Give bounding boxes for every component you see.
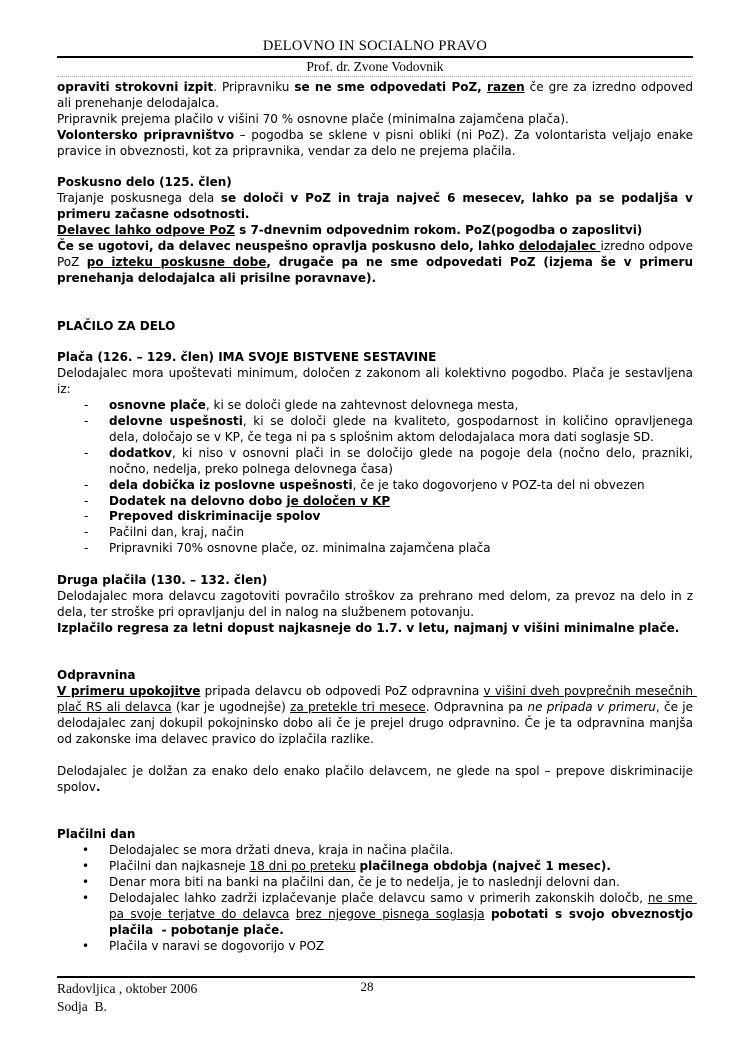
text-segment: Plača (126. – 129. člen) IMA SVOJE BISTVENE SESTAVINE [57,350,437,365]
text-segment: Če se ugotovi, da delavec neuspešno opravlja poskusno delo, lahko [57,239,519,254]
text-segment: Plačila v naravi se dogovorijo v POZ [109,938,325,953]
document-author: Prof. dr. Zvone Vodovnik [306,59,444,74]
dash-list-item [57,413,697,446]
paragraph [57,223,693,239]
text-segment: osnovne plače [109,398,206,413]
blank-line [57,287,693,303]
text-segment: Volontersko pripravništvo [57,127,235,142]
text-segment: Pripravniki 70% osnovne plače, oz. minimalna zajamčena plača [109,541,491,556]
text-segment: Dodatek na delovno dobo [109,493,287,508]
text-segment: se ne sme odpovedati PoZ, [294,80,488,94]
text-segment: . [96,779,101,794]
text-segment: pripada delavcu ob odpovedi PoZ odpravnina [200,684,484,699]
bullet-list-item [57,859,693,875]
text-segment: se določi v PoZ in traja največ 6 mesecev, lahko pa se podaljša v primeru začasne odsotnosti. [57,191,698,222]
text-segment: je določen v KP [286,493,391,508]
dash-list-item [57,541,693,557]
text-segment: Denar mora biti na banki na plačilni dan, če je to nedelja, je to naslednji delovni dan. [109,875,620,890]
footer-place-date: Radovljica , oktober 2006 [57,981,198,996]
text-segment: 18 dni po preteku [249,859,356,874]
text-segment: v višini dveh povprečnih mesečnih plač RS ali delavca [57,684,697,715]
blank-line [57,303,693,319]
text-segment: Delodajalec lahko zadrži izplačevanje plače delavcu samo v primerih zakonskih določb, [109,891,648,906]
text-segment: s 7-dnevnim odpovednim rokom. PoZ(pogodba o zaposlitvi) [234,223,643,238]
text-segment: izredno odpove PoZ [57,239,697,269]
text-segment: , ki se določi glede na zahtevnost delovnega mesta, [205,398,519,413]
document-body [57,80,698,955]
text-segment: Poskusno delo (125. člen) [57,175,232,190]
paragraph [57,684,697,748]
dash-list-item [57,525,693,541]
document-content [57,36,698,955]
dash-list-item [57,509,693,525]
text-segment: – pogodba se sklene v pisni obliki (ni PoZ). Za volontarista veljajo enake pravice in obveznosti, kot za pripravnika, vendar za delo ne prejema plačila. [57,127,697,158]
text-segment: , če je delodajalec zanj dokupil pokojninsko dobo ali če je prejel drugo odpravnino. Če je ta odpravnina manjša od zakonske ima delavec pravico do izplačila razlike. [57,700,697,747]
section-heading [57,827,693,843]
section-heading [57,350,693,366]
text-segment: brez njegove pisnega soglasja [295,906,485,921]
document-footer [57,976,695,1016]
text-segment: za pretekle tri mesece [290,700,426,715]
text-segment: Plačilni dan najkasneje [109,859,250,874]
dash-list-item [57,478,693,494]
blank-line [57,796,693,812]
text-segment: Izplačilo regresa za letni dopust najkasneje do 1.7. v letu, najmanj v višini minimalne plače. [57,620,680,635]
paragraph [57,127,697,160]
bullet-list-item [57,875,693,891]
text-segment: dela dobička iz poslovne uspešnosti [109,477,353,492]
footer-line [57,980,695,998]
footer-signature: Sodja B. [57,999,107,1014]
text-segment: Delodajalec mora delavcu zagotoviti povračilo stroškov za prehrano med delom, za prevoz na delo in z dela, ter stroške pri opravljanju del in nalog na službenem potovanju. [57,588,697,619]
text-segment: PLAČILO ZA DELO [57,318,176,333]
bullet-list-item [57,891,698,939]
header-dotted-rule [57,76,693,77]
bullet-list-item [57,843,693,859]
text-segment: (kar je ugodnejše) [171,700,291,715]
section-heading [57,573,693,589]
text-segment: Pripravnik prejema plačilo v višini 70 % osnovne plače (minimalna zajamčena plača). [57,111,569,126]
dash-list-item [57,445,697,478]
text-segment: Pačilni dan, kraj, način [109,525,244,540]
text-segment: Trajanje poskusnega dela [57,191,221,206]
text-segment: Delodajalec se mora držati dneva, kraja in načina plačila. [109,843,454,858]
text-segment: Delodajalec je dolžan za enako delo enako plačilo delavcem, ne glede na spol – prepove diskriminacije spolov [57,763,697,794]
section-heading [57,319,693,335]
paragraph [57,763,697,796]
text-segment: Odpravnina [57,668,136,683]
text-segment: če gre za izredno odpoved ali prenehanje delodajalca. [57,80,697,110]
text-segment: Prepoved diskriminacije spolov [109,509,321,524]
text-segment: , drugače pa ne sme odpovedati PoZ (izjema še v primeru prenehanja delodajalca ali prisilne poravnave). [57,254,698,285]
text-segment: razen [487,80,525,94]
document-header [57,36,693,77]
paragraph [57,239,698,287]
text-segment: po izteku poskusne dobe [86,254,267,269]
blank-line [57,160,693,176]
paragraph [57,588,697,621]
text-segment: ne sme pa svoje terjatve do delavca [109,891,697,921]
paragraph [57,366,697,398]
text-segment: ne pripada v primeru [527,700,656,715]
text-segment: , ki niso v osnovni plači in se določijo glede na pogoje dela (nočno delo, prazniki, nočno, nedelja, preko polnega delovnega časa) [109,445,697,476]
document-title: DELOVNO IN SOCIALNO PRAVO [262,38,488,54]
dash-list-item [57,494,693,510]
text-segment: opraviti strokovni izpit [57,80,214,94]
text-segment: Delodajalec mora upoštevati minimum, določen z zakonom ali kolektivno pogodbo. Plača je sestavljena iz: [57,366,697,397]
blank-line [57,334,693,350]
text-segment: Plačilni dan [57,827,136,842]
dash-list-item [57,398,693,414]
text-segment: plačilnega obdobja (največ 1 mesec). [359,859,611,874]
text-segment: . Pripravniku [213,80,295,94]
text-segment: . Odpravnina pa [425,700,528,715]
text-segment: , če je tako dogovorjeno v POZ-ta del ni obvezen [352,477,645,492]
blank-line [57,557,693,573]
text-segment: Druga plačila (130. – 132. člen) [57,573,268,588]
paragraph [57,191,698,223]
page-number: 28 [360,979,374,994]
text-segment: delovne uspešnosti [109,413,243,428]
blank-line [57,748,693,764]
blank-line [57,812,693,828]
section-heading [57,175,693,191]
blank-line [57,637,693,653]
bullet-list-item [57,939,693,955]
section-heading [57,668,693,684]
text-segment: , ki se določi glede na kvaliteto, gospodarnost in količino opravljenega dela, določajo se v KP, če tega ni pa s splošnim aktom delodajalaca mora dati soglasje SD. [109,413,697,444]
text-segment: V primeru upokojitve [57,684,201,699]
text-segment: pobotati s svojo obveznostjo plačila - pobotanje plače. [109,906,698,937]
paragraph [57,80,697,112]
text-segment: delodajalec [518,239,601,254]
paragraph [57,112,693,128]
text-segment: Delavec lahko odpove PoZ [57,223,235,238]
blank-line [57,653,693,669]
text-segment: dodatkov [109,445,172,460]
paragraph [57,621,693,637]
